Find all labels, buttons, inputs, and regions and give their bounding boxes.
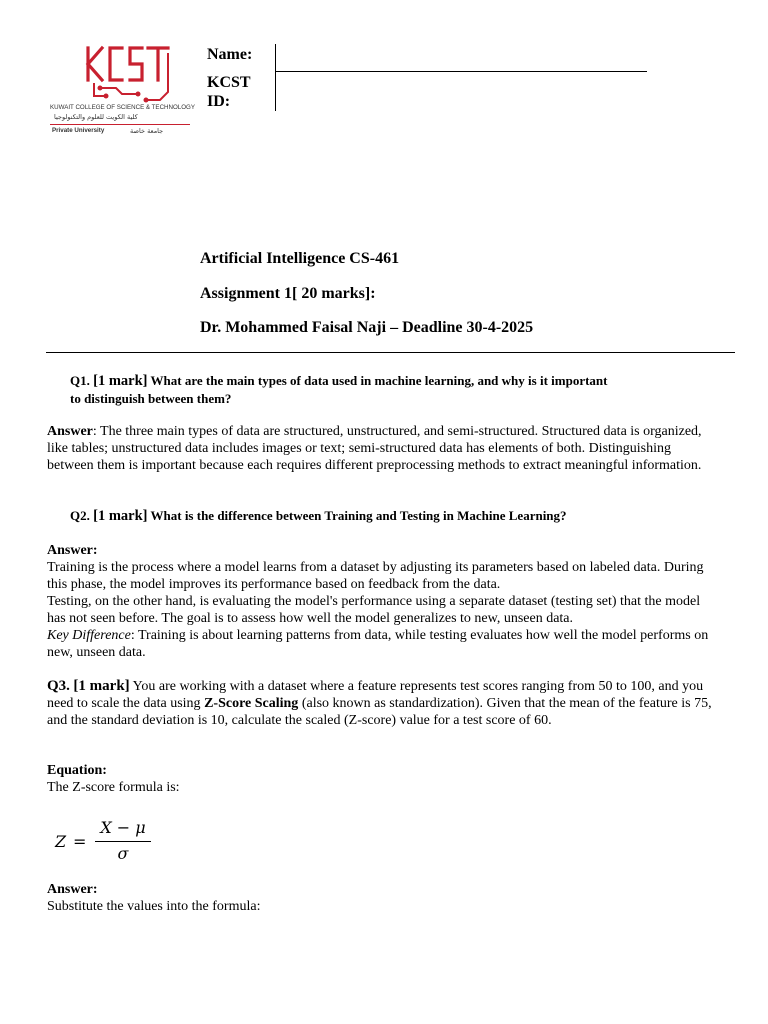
q3-answer-label: Answer: — [47, 882, 98, 897]
q1-mark: [1 mark] — [93, 373, 148, 389]
name-label: Name: — [207, 46, 253, 63]
logo-private-university-en: Private University — [52, 127, 105, 134]
formula-equals: = — [73, 832, 87, 851]
q1-question-text-cont: to distinguish between them? — [70, 391, 232, 406]
q2-key-difference-label: Key Difference — [47, 628, 131, 643]
q3-equation-label: Equation: — [47, 763, 107, 778]
q3-text-part2: (also known as standardization). Given that the mean of the feature is 75, and the standard deviation is 10, calculate the scaled (Z-score) value for a test score of 60. — [47, 696, 712, 728]
logo-college-name-ar: كلية الكويت للعلوم والتكنولوجيا — [54, 113, 138, 121]
form-horizontal-line — [275, 71, 647, 72]
q3-bold-term: Z-Score Scaling — [204, 696, 299, 711]
form-vertical-line — [275, 44, 276, 111]
q2-number: Q2. — [70, 508, 90, 523]
q1-answer-label: Answer — [47, 424, 93, 439]
title-rule — [46, 352, 735, 353]
z-score-formula — [55, 818, 165, 864]
formula-lhs: Z — [55, 832, 67, 851]
q2-answer-label: Answer: — [47, 543, 98, 558]
kcst-id-label-line1: KCST — [207, 74, 251, 91]
formula-fraction-bar — [95, 841, 151, 842]
course-title: Artificial Intelligence CS-461 — [200, 250, 400, 267]
q3-answer-block — [47, 881, 717, 915]
q3-mark: [1 mark] — [73, 678, 130, 694]
instructor-deadline: Dr. Mohammed Faisal Naji – Deadline 30-4-2025 — [200, 319, 534, 336]
q1-question-text: What are the main types of data used in machine learning, and why is it important — [150, 373, 608, 388]
formula-denominator: σ — [117, 844, 129, 863]
q3-equation-intro: The Z-score formula is: — [47, 780, 180, 795]
q2-answer — [47, 542, 717, 661]
q3-text-part1: You are working with a dataset where a feature represents test scores ranging from 50 to 100, and you need to scale the data using — [47, 679, 704, 711]
formula-numerator: X − μ — [100, 818, 146, 837]
q3-question — [47, 678, 717, 729]
q1-number: Q1. — [70, 373, 90, 388]
q2-mark: [1 mark] — [93, 508, 148, 524]
q3-equation-block — [47, 762, 717, 796]
q2-testing-text: Testing, on the other hand, is evaluating the model's performance using a separate dataset (testing set) that the model has not seen before. The goal is to assess how well the model generalizes to new, unseen data. — [47, 594, 701, 626]
q2-question — [70, 507, 730, 525]
logo-divider — [50, 124, 190, 125]
assignment-title: Assignment 1[ 20 marks]: — [200, 285, 376, 302]
q2-key-difference-text: : Training is about learning patterns from data, while testing evaluates how well the model performs on new, unseen data. — [47, 628, 709, 660]
q1-question — [70, 372, 730, 407]
q3-number: Q3. — [47, 678, 70, 694]
q2-question-text: What is the difference between Training and Testing in Machine Learning? — [150, 508, 567, 523]
kcst-logo-mark — [80, 40, 190, 110]
logo-private-university-ar: جامعة خاصة — [130, 127, 164, 135]
q3-answer-intro: Substitute the values into the formula: — [47, 899, 261, 914]
kcst-logo — [50, 40, 200, 140]
logo-college-name-en: KUWAIT COLLEGE OF SCIENCE & TECHNOLOGY — [50, 104, 195, 111]
kcst-id-label-line2: ID: — [207, 93, 231, 110]
q1-answer-text: : The three main types of data are structured, unstructured, and semi-structured. Structured data is organized, like tables; unstructured data includes images or text; semi-structured data has elements of both. Distinguishing between them is important because each requires different preprocessing methods to extract meaningful information. — [47, 424, 702, 473]
q2-training-text: Training is the process where a model learns from a dataset by adjusting its parameters based on labeled data. During this phase, the model improves its performance based on feedback from the data. — [47, 560, 704, 592]
q1-answer — [47, 423, 717, 474]
